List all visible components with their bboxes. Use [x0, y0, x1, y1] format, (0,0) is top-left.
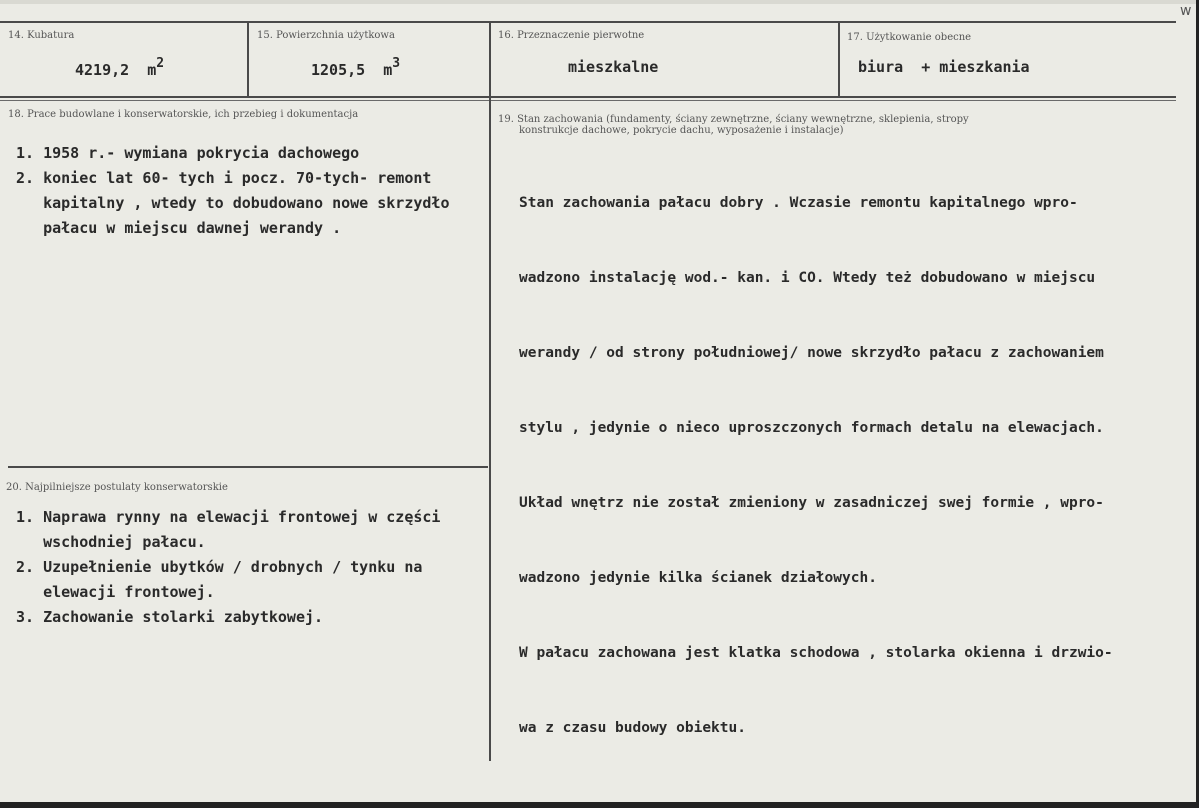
field-15-number: 1205,5: [311, 61, 366, 79]
text-line: Układ wnętrz nie został zmieniony w zasadniczej swej formie , wpro-: [519, 495, 1104, 511]
text-line: Stan zachowania pałacu dobry . Wczasie remontu kapitalnego wpro-: [519, 195, 1078, 211]
row-top-rule: [0, 21, 1176, 23]
corner-mark: w: [1180, 3, 1192, 19]
text-line: wadzono jedynie kilka ścianek działowych.: [519, 570, 877, 586]
field-15-unit: m: [383, 61, 393, 79]
list-item: elewacji frontowej.: [16, 583, 215, 601]
row-divider-rule: [0, 96, 1176, 98]
list-item: kapitalny , wtedy to dobudowano nowe skrzydło: [16, 194, 450, 212]
field-15-value: [311, 58, 400, 79]
list-item: 1. 1958 r.- wymiana pokrycia dachowego: [16, 144, 360, 162]
list-item: 2. koniec lat 60- tych i pocz. 70-tych- remont: [16, 169, 432, 187]
list-item: wschodniej pałacu.: [16, 533, 206, 551]
field-14-label: 14. Kubatura: [8, 30, 75, 41]
field-14-value: [75, 58, 164, 79]
text-line: stylu , jedynie o nieco uproszczonych formach detalu na elewacjach.: [519, 420, 1104, 436]
field-19-label-cont: konstrukcje dachowe, pokrycie dachu, wyposażenie i instalacje): [519, 125, 844, 136]
row-divider-rule-2: [0, 100, 1176, 101]
field-15-unit-exp: 3: [392, 56, 401, 71]
list-item: pałacu w miejscu dawnej werandy .: [16, 219, 342, 237]
field-16-label: 16. Przeznaczenie pierwotne: [498, 30, 645, 41]
section-20-top-rule: [8, 466, 488, 468]
list-item: 1. Naprawa rynny na elewacji frontowej w części: [16, 508, 441, 526]
field-18-list: [16, 141, 449, 241]
field-14-number: 4219,2: [75, 61, 130, 79]
col-rule-3: [838, 21, 840, 97]
field-20-label: 20. Najpilniejsze postulaty konserwatorskie: [6, 482, 228, 493]
list-item: 3. Zachowanie stolarki zabytkowej.: [16, 608, 324, 626]
text-line: wa z czasu budowy obiektu.: [519, 720, 746, 736]
col-rule-2: [489, 21, 491, 761]
field-14-unit: m: [147, 61, 157, 79]
text-line: W pałacu zachowana jest klatka schodowa , stolarka okienna i drzwio-: [519, 645, 1113, 661]
card-top-edge: [0, 0, 1199, 4]
text-line: werandy / od strony południowej/ nowe skrzydło pałacu z zachowaniem: [519, 345, 1104, 361]
field-19-text: [519, 141, 1113, 791]
field-17-label: 17. Użytkowanie obecne: [847, 32, 972, 43]
card-bottom-edge: [0, 802, 1199, 808]
col-rule-1: [247, 21, 249, 97]
field-17-value: biura + mieszkania: [858, 58, 1030, 76]
field-20-list: [16, 505, 440, 630]
field-15-label: 15. Powierzchnia użytkowa: [257, 30, 395, 41]
field-19-label: 19. Stan zachowania (fundamenty, ściany zewnętrzne, ściany wewnętrzne, sklepienia, stropy: [498, 114, 969, 125]
text-line: wadzono instalację wod.- kan. i CO. Wtedy też dobudowano w miejscu: [519, 270, 1096, 286]
field-18-label: 18. Prace budowlane i konserwatorskie, ich przebieg i dokumentacja: [8, 109, 359, 120]
list-item: 2. Uzupełnienie ubytków / drobnych / tynku na: [16, 558, 423, 576]
field-14-unit-exp: 2: [156, 56, 165, 71]
field-16-value: mieszkalne: [568, 58, 659, 76]
